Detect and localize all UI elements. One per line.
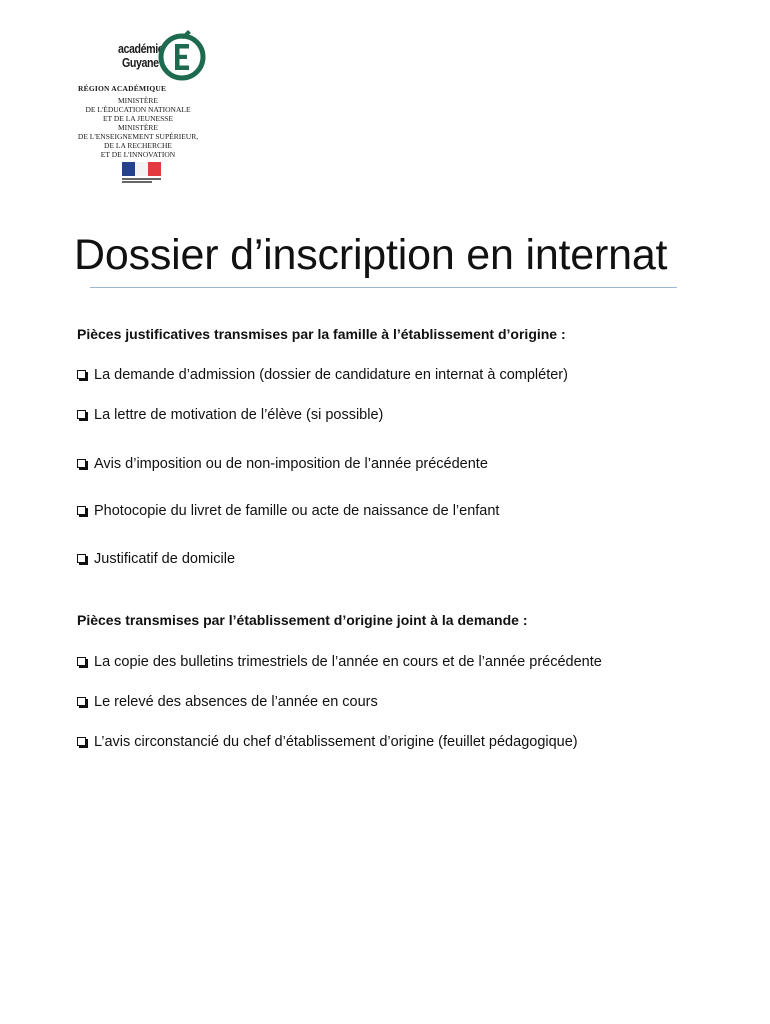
logo-word-guyane: Guyane (122, 55, 159, 70)
ministry-education-line-3: ET DE LA JEUNESSE (102, 114, 174, 123)
ministry-higher-line-4: ET DE L'INNOVATION (100, 150, 176, 159)
checkbox-icon[interactable] (77, 459, 86, 468)
ministry-higher-line-2: DE L'ENSEIGNEMENT SUPÉRIEUR, (77, 132, 199, 141)
ministry-education-line-1: MINISTÈRE (118, 96, 158, 105)
checklist-item-family-booklet[interactable] (77, 503, 499, 519)
checkbox-icon[interactable] (77, 410, 86, 419)
checklist-item-report-cards[interactable] (77, 654, 602, 670)
region-academique-label: RÉGION ACADÉMIQUE (78, 84, 167, 93)
checklist-item-admission-request[interactable] (77, 367, 568, 383)
section-family-heading: Pièces justificatives transmises par la famille à l’établissement d’origine : (77, 326, 566, 342)
logo-wordmark (114, 24, 214, 86)
checklist-item-tax-notice[interactable] (77, 456, 488, 472)
checklist-item-label: La copie des bulletins trimestriels de l’année en cours et de l’année précédente (94, 654, 602, 670)
page-title: Dossier d’inscription en internat (74, 230, 668, 279)
checklist-item-motivation-letter[interactable] (77, 407, 383, 423)
checklist-item-label: La demande d’admission (dossier de candidature en internat à compléter) (94, 367, 568, 383)
checklist-item-label: Le relevé des absences de l’année en cours (94, 694, 378, 710)
checkbox-icon[interactable] (77, 506, 86, 515)
logo-e-icon (158, 24, 206, 84)
checklist-item-principal-opinion[interactable] (77, 734, 578, 750)
ministry-higher-line-3: DE LA RECHERCHE (104, 141, 172, 150)
checkbox-icon[interactable] (77, 370, 86, 379)
checkbox-icon[interactable] (77, 737, 86, 746)
checkbox-icon[interactable] (77, 657, 86, 666)
academie-guyane-logo (74, 22, 214, 192)
french-flag-icon (122, 162, 162, 184)
checklist-item-label: Photocopie du livret de famille ou acte de naissance de l’enfant (94, 503, 500, 519)
checklist-item-label: La lettre de motivation de l’élève (si possible) (94, 407, 384, 423)
ministry-higher-education-label (68, 123, 208, 159)
title-divider (90, 287, 677, 288)
checklist-item-label: Justificatif de domicile (94, 551, 236, 567)
checklist-item-absences[interactable] (77, 694, 378, 710)
checklist-item-label: Avis d’imposition ou de non-imposition de l’année précédente (94, 456, 488, 472)
ministry-education-label (68, 96, 208, 123)
checklist-item-label: L’avis circonstancié du chef d’établissement d’origine (feuillet pédagogique) (94, 734, 578, 750)
checklist-item-proof-of-address[interactable] (77, 551, 235, 567)
ministry-education-line-2: DE L'ÉDUCATION NATIONALE (85, 105, 191, 114)
checkbox-icon[interactable] (77, 554, 86, 563)
checkbox-icon[interactable] (77, 697, 86, 706)
ministry-higher-line-1: MINISTÈRE (118, 123, 158, 132)
logo-word-academie: académie (118, 41, 164, 56)
section-school-heading: Pièces transmises par l’établissement d’origine joint à la demande : (77, 612, 528, 628)
